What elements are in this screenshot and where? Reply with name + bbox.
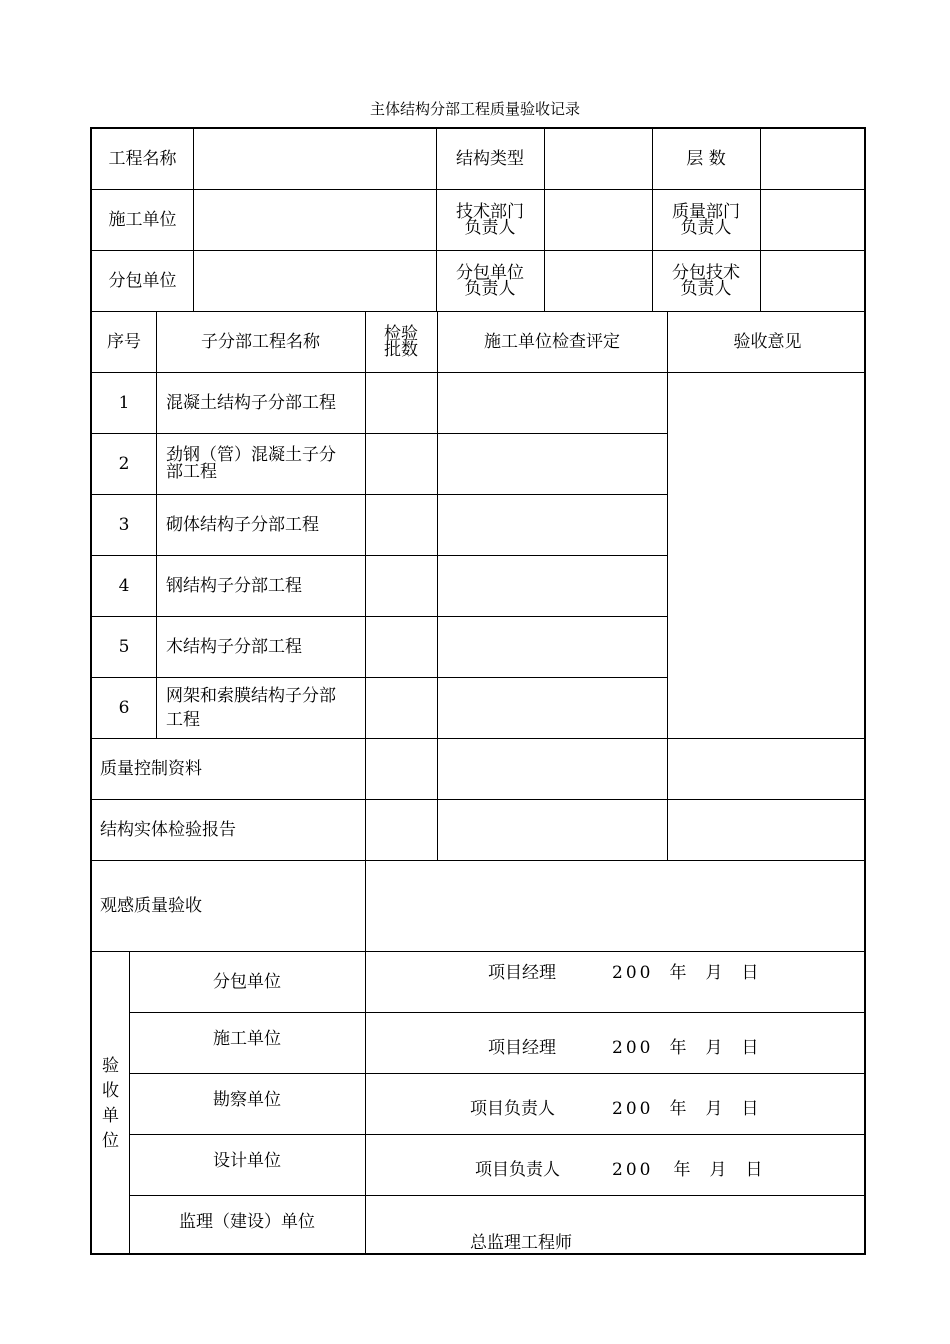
row-2-no: 2 <box>118 453 130 474</box>
sub-tech-head-value[interactable] <box>760 250 866 311</box>
subcontract-unit-value[interactable] <box>193 250 436 311</box>
acceptance-unit-side-label: 验 收 单 位 <box>102 1056 119 1151</box>
structure-type-value[interactable] <box>544 129 652 189</box>
row-4-no: 4 <box>118 575 130 596</box>
col-seq: 序号 <box>107 331 141 352</box>
acceptance-record-table <box>90 127 866 1255</box>
project-name-label: 工程名称 <box>108 149 177 169</box>
unit-2-role: 项目经理 <box>488 1038 556 1058</box>
unit-2-date[interactable]: 200 年 月 日 <box>612 1038 762 1058</box>
sub-unit-head-label: 分包单位 负责人 <box>456 262 524 299</box>
quality-dept-head-label: 质量部门 负责人 <box>672 201 740 238</box>
page-title: 主体结构分部工程质量验收记录 <box>369 100 580 118</box>
row-1-name: 混凝土结构子分部工程 <box>166 392 336 413</box>
quality-dept-head-value[interactable] <box>760 189 866 250</box>
row-6-name: 网架和索膜结构子分部 工程 <box>166 685 336 730</box>
unit-3-role: 项目负责人 <box>470 1099 555 1119</box>
unit-subcontract-label: 分包单位 <box>213 971 281 992</box>
unit-3-date[interactable]: 200 年 月 日 <box>612 1099 762 1119</box>
unit-1-date[interactable]: 200 年 月 日 <box>612 963 762 983</box>
row-6-no: 6 <box>118 697 130 718</box>
col-batch-count: 检验 批数 <box>384 323 418 360</box>
project-name-value[interactable] <box>193 129 436 189</box>
row-3-no: 3 <box>118 514 130 535</box>
unit-construction-label: 施工单位 <box>213 1029 281 1049</box>
row-2-name: 劲钢（管）混凝土子分 部工程 <box>166 444 336 482</box>
unit-4-role: 项目负责人 <box>475 1160 560 1180</box>
floors-value[interactable] <box>760 129 866 189</box>
sub-unit-head-value[interactable] <box>544 250 652 311</box>
row-5-name: 木结构子分部工程 <box>166 636 302 657</box>
row-3-name: 砌体结构子分部工程 <box>166 514 319 535</box>
row-5-no: 5 <box>118 636 130 657</box>
unit-survey-label: 勘察单位 <box>213 1090 281 1110</box>
sub-tech-head-label: 分包技术 负责人 <box>672 262 740 299</box>
row-1-no: 1 <box>118 392 130 413</box>
col-acceptance-opinion: 验收意见 <box>733 331 802 352</box>
unit-5-role: 总监理工程师 <box>470 1233 572 1253</box>
structure-type-label: 结构类型 <box>456 149 524 169</box>
construction-unit-value[interactable] <box>193 189 436 250</box>
col-subsection-name: 子分部工程名称 <box>201 331 320 352</box>
row-4-name: 钢结构子分部工程 <box>166 575 302 596</box>
construction-unit-label: 施工单位 <box>108 209 177 230</box>
floors-label: 层 数 <box>686 149 726 169</box>
unit-4-date[interactable]: 200 年 月 日 <box>612 1160 766 1180</box>
col-construction-evaluation: 施工单位检查评定 <box>484 331 620 352</box>
quality-data-label: 质量控制资料 <box>100 758 202 779</box>
unit-supervision-label: 监理（建设）单位 <box>179 1212 315 1232</box>
tech-dept-head-value[interactable] <box>544 189 652 250</box>
tech-dept-head-label: 技术部门 负责人 <box>456 201 524 238</box>
appearance-label: 观感质量验收 <box>100 895 202 916</box>
subcontract-unit-label: 分包单位 <box>108 270 177 291</box>
unit-1-role: 项目经理 <box>488 963 556 983</box>
structure-report-label: 结构实体检验报告 <box>100 819 236 840</box>
appearance-value[interactable] <box>365 860 866 951</box>
unit-design-label: 设计单位 <box>213 1151 281 1171</box>
